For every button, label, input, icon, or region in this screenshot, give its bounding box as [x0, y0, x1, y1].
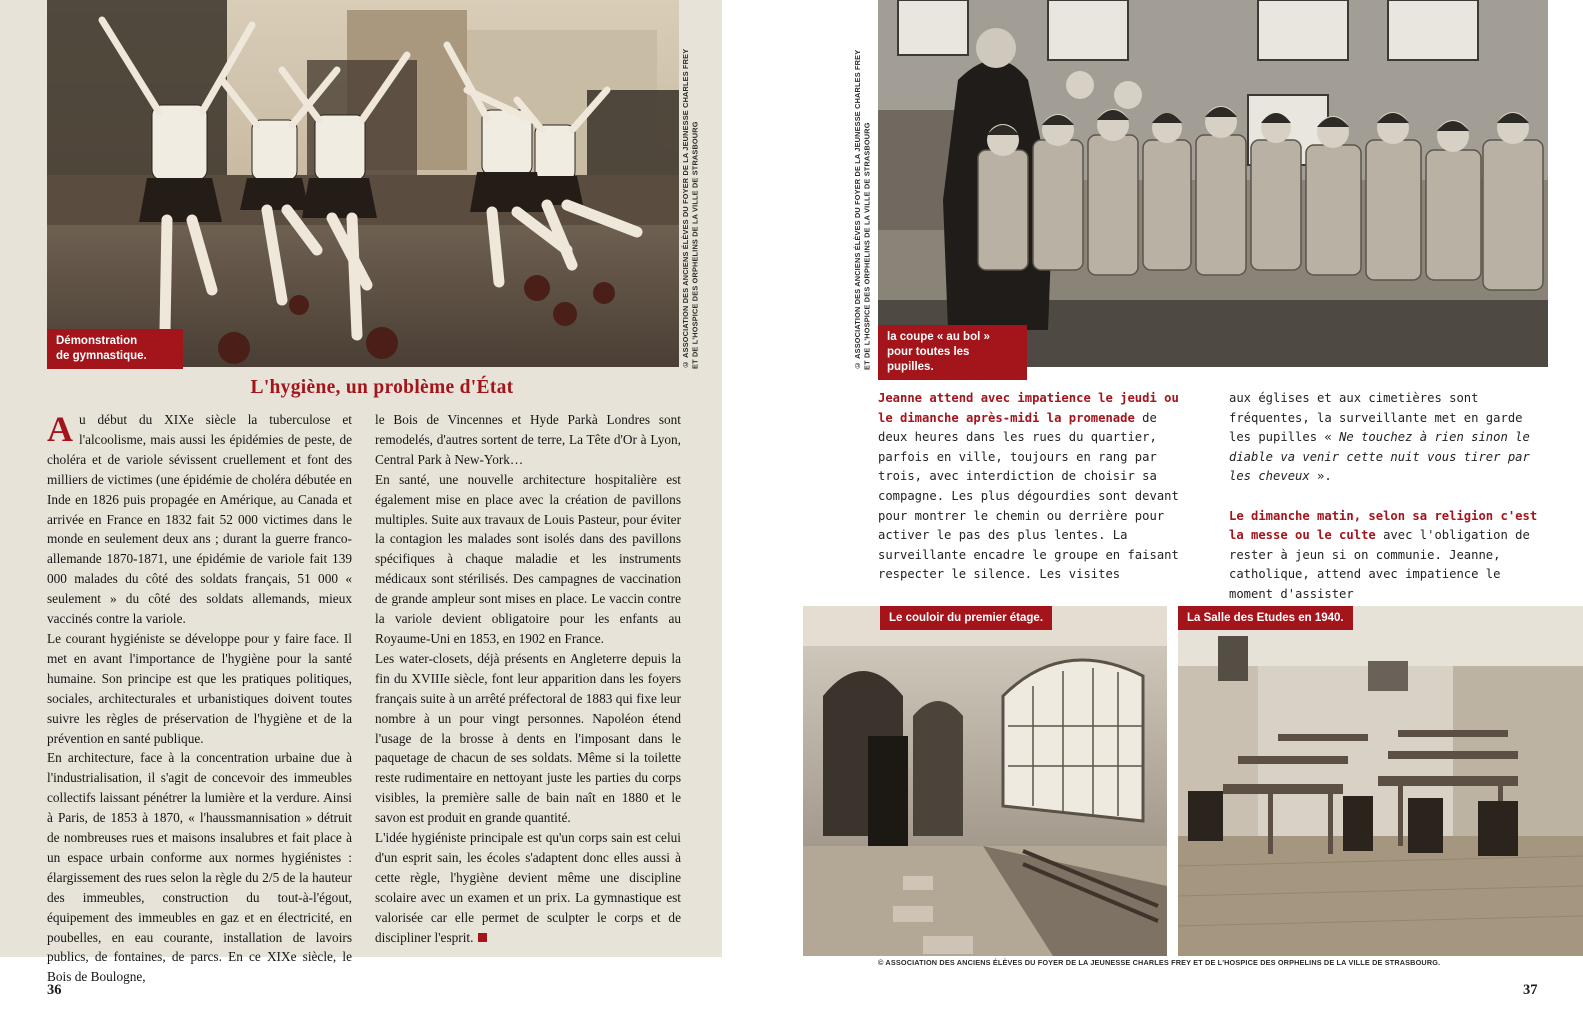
- corridor-caption: [880, 606, 1052, 630]
- paragraph: le Bois de Vincennes et Hyde Parkà Londres sont remodelés, d'autres sortent de terre, La Tête d'Or à Lyon, Central Park à New-York…: [375, 412, 681, 467]
- highlight-text: Le dimanche matin, selon sa religion c'est la messe ou le culte: [1229, 508, 1538, 543]
- body-text: de deux heures dans les rues du quartier, parfois en ville, toujours en rang par trois, avec interdiction de choisir sa compagne. Les plus dégourdies sont devant pour montrer le chemin ou derrière pour activer le pas des plus lentes. La surveillante encadre le groupe en faisant respecter le silence. Les visites: [878, 410, 1179, 582]
- caption-line: Démonstration: [56, 335, 138, 347]
- caption-line: de gymnastique.: [56, 350, 147, 362]
- dropcap-letter: A: [47, 409, 73, 449]
- gymnastics-caption: [47, 329, 183, 369]
- end-of-article-mark: [478, 933, 487, 942]
- caption-line: la coupe « au bol »: [887, 331, 990, 343]
- body-text: ».: [1309, 469, 1332, 484]
- paragraph: Les water-closets, déjà présents en Angleterre depuis la fin du XVIIIe siècle, font leur apparition dans les foyers français suite à un arrêté préfectoral de 1883 qui fixe leur nombre à un pour vingt personnes. Napoléon étend l'usage de la brosse à dents en l'imposant dans le paquetage de chacun de ses soldats. Même si la toilette reste rudimentaire en nettoyant juste les parties du corps visibles, la première salle de bain naît en 1880 et le savon est produit en grande quantité.: [375, 650, 681, 826]
- orphans-group-photo: [878, 0, 1548, 367]
- left-text-column-2: [375, 410, 681, 947]
- body-text: aux églises et aux cimetières sont fréquentes, la surveillante met en garde les pupilles «: [1229, 391, 1523, 445]
- right-top-photo-credit: © ASSOCIATION DES ANCIENS ÉLÈVES DU FOYER DE LA JEUNESSE CHARLES FREY ET DE L'HOSPICE DES ORPHELINS DE LA VILLE DE STRASBOURG: [853, 49, 872, 370]
- caption-line: Le couloir du premier étage.: [889, 612, 1044, 624]
- paragraph: L'idée hygiéniste principale est qu'un corps sain est celui d'un esprit sain, les écoles s'adaptent donc elles aussi à cette règle, l'hygiène devient même une discipline scolaire avec un examen et un prix. La gymnastique est valorisée car elle permet de sculpter le corps et de discipliner l'esprit.: [375, 830, 681, 945]
- caption-line: La Salle des Etudes en 1940.: [1187, 612, 1344, 624]
- paragraph: Le courant hygiéniste se développe pour y faire face. Il met en avant l'importance de l'hygiène pour la santé humaine. Son principe est que les pratiques politiques, sociales, architecturales et urbanistiques doivent toutes suivre les règles de préservation de l'hygiène et de la prévention en santé publique.: [47, 630, 352, 746]
- highlight-text: Jeanne attend avec impatience le jeudi ou le dimanche après-midi la promenade: [878, 391, 1179, 425]
- study-room-caption: [1178, 606, 1353, 630]
- page-number-right: 37: [1523, 982, 1538, 998]
- corridor-photo: [803, 606, 1167, 956]
- bottom-photo-credit: © ASSOCIATION DES ANCIENS ÉLÈVES DU FOYER DE LA JEUNESSE CHARLES FREY ET DE L'HOSPICE DES ORPHELINS DE LA VILLE DE STRASBOURG.: [878, 958, 1441, 967]
- orphans-caption: [878, 325, 1027, 380]
- body-text: avec l'obligation de rester à jeun si on communie. Jeanne, catholique, attend avec impatience le moment d'assister: [1229, 528, 1530, 601]
- right-text-column-2: [1229, 389, 1539, 605]
- paragraph: u début du XIXe siècle la tuberculose et l'alcoolisme, mais aussi les épidémies de peste, de choléra et de variole sévissent cruellement et font des milliers de victimes (une épidémie de choléra débutée en Inde en 1826 puis propagée en Amérique, au Canada et arrivée en France en 1832 fait 52 000 victimes dans le monde en seulement deux ans ; durant la guerre franco-allemande 1870-1871, une épidémie de variole fait 139 000 malades du côté des soldats français, 51 000 « seulement » du côté des soldats allemands, mieux vaccinés contre la variole.: [47, 412, 352, 627]
- quote-text: Ne touchez à rien sinon le diable va venir cette nuit vous tirer par les cheveux: [1229, 430, 1530, 484]
- left-photo-credit: © ASSOCIATION DES ANCIENS ÉLÈVES DU FOYER DE LA JEUNESSE CHARLES FREY ET DE L'HOSPICE DES ORPHELINS DE LA VILLE DE STRASBOURG: [681, 48, 700, 369]
- caption-line: pour toutes les pupilles.: [887, 346, 970, 373]
- study-room-photo: [1178, 606, 1583, 956]
- left-text-column-1: [47, 410, 352, 987]
- paragraph: En architecture, face à la concentration urbaine due à l'industrialisation, il s'agit de concevoir des immeubles collectifs laissant pénétrer la lumière et la verdure. Ainsi à Paris, de 1853 à 1870, « l'haussmannisation » détruit de nombreuses rues et maisons insalubres et fait place à un espace urbain conforme aux normes hygiénistes : élargissement des rues selon la règle du 2/5 de la hauteur des immeubles, construction du tout-à-l'égout, équipement des immeubles en gaz et en électricité, en poubelles, en eau courante, installation de lavoirs publics, de fontaines, de parcs. En ce XIXe siècle, le Bois de Boulogne,: [47, 750, 352, 985]
- paragraph: En santé, une nouvelle architecture hospitalière est également mise en place avec la création de pavillons multiples. Suite aux travaux de Louis Pasteur, pour éviter la contagion les malades sont isolés dans des pavillons spécifiques à chaque maladie et les instruments médicaux sont stérilisés. Des campagnes de vaccination de grande ampleur sont mises en place. Le vaccin contre la variole devient obligatoire pour les enfants au Royaume-Uni en 1853, en 1902 en France.: [375, 471, 681, 646]
- right-text-column-1: [878, 389, 1184, 585]
- page-number-left: 36: [47, 982, 62, 998]
- gymnastics-photo: [47, 0, 679, 367]
- section-heading: L'hygiène, un problème d'État: [250, 377, 514, 398]
